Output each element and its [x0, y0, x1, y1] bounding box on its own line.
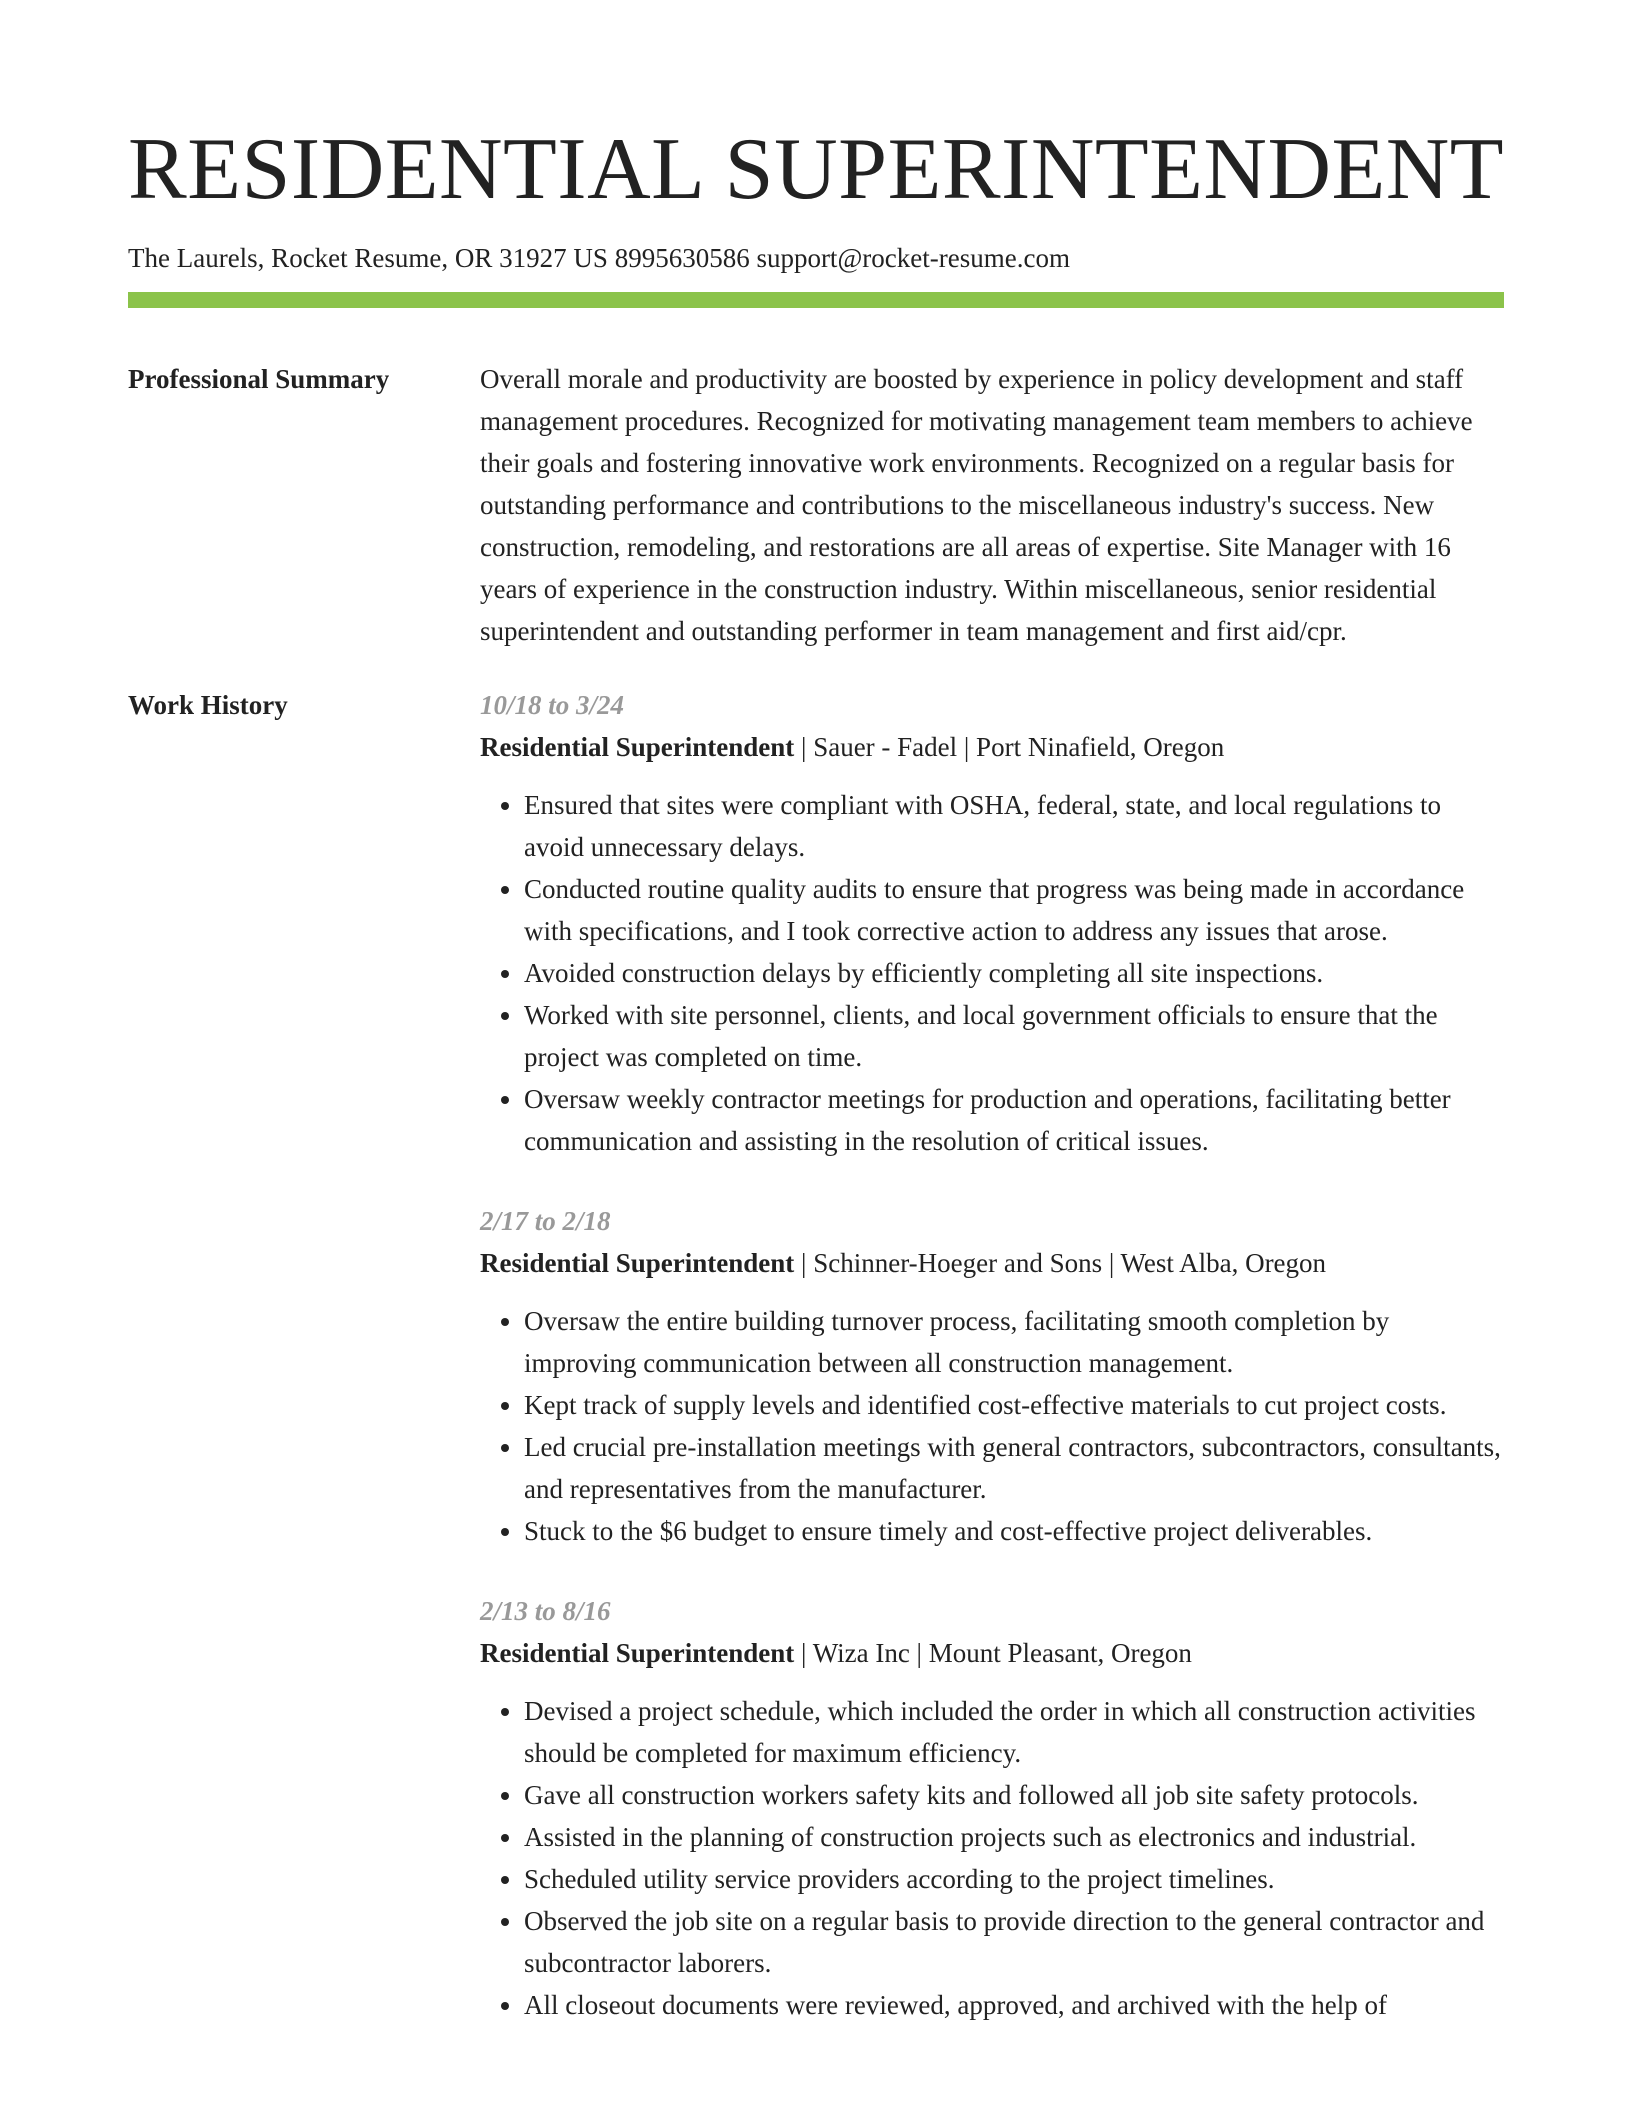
- list-item: • Oversaw weekly contractor meetings for production and operations, facilitating better communication and assisting in the resolution of critical issues.: [524, 1078, 1504, 1162]
- list-item: • Oversaw the entire building turnover process, facilitating smooth completion by improving communication between all construction management.: [524, 1300, 1504, 1384]
- job-dates: 2/13 to 8/16: [480, 1596, 611, 1626]
- contact-address: The Laurels, Rocket Resume, OR 31927 US: [128, 243, 615, 273]
- job-duties-list: [480, 1300, 1504, 1552]
- job-dates: 2/17 to 2/18: [480, 1206, 611, 1236]
- list-item: • Led crucial pre-installation meetings with general contractors, subcontractors, consultants, and representatives from the manufacturer.: [524, 1426, 1504, 1510]
- job-entry: [480, 684, 1504, 1162]
- resume-page: [128, 0, 1504, 2026]
- job-duties-list: [480, 784, 1504, 1162]
- job-details: | Wiza Inc | Mount Pleasant, Oregon: [794, 1638, 1192, 1668]
- job-entry: [480, 1590, 1504, 2026]
- list-item: • Devised a project schedule, which included the order in which all construction activities should be completed for maximum efficiency.: [524, 1690, 1504, 1774]
- list-item: • Worked with site personnel, clients, and local government officials to ensure that the project was completed on time.: [524, 994, 1504, 1078]
- contact-phone: 8995630586: [614, 243, 757, 273]
- list-item: • Conducted routine quality audits to ensure that progress was being made in accordance with specifications, and I took corrective action to address any issues that arose.: [524, 868, 1504, 952]
- list-item: • Observed the job site on a regular basis to provide direction to the general contractor and subcontractor laborers.: [524, 1900, 1504, 1984]
- summary-text: Overall morale and productivity are boosted by experience in policy development and staff management procedures. Recognized for motivating management team members to achieve their goals and fostering innovative work environments. Recognized on a regular basis for outstanding performance and contributions to the miscellaneous industry's success. New construction, remodeling, and restorations are all areas of expertise. Site Manager with 16 years of experience in the construction industry. Within miscellaneous, senior residential superintendent and outstanding performer in team management and first aid/cpr.: [480, 364, 1473, 646]
- candidate-name: RESIDENTIAL SUPERINTENDENT: [128, 121, 1505, 218]
- list-item: • Kept track of supply levels and identified cost-effective materials to cut project costs.: [524, 1384, 1504, 1426]
- list-item: • Stuck to the $6 budget to ensure timely and cost-effective project deliverables.: [524, 1510, 1504, 1552]
- contact-email: support@rocket-resume.com: [756, 243, 1070, 273]
- job-dates: 10/18 to 3/24: [480, 690, 625, 720]
- list-item: • Assisted in the planning of construction projects such as electronics and industrial.: [524, 1816, 1504, 1858]
- job-heading: [480, 1632, 1504, 1674]
- list-item: • Gave all construction workers safety kits and followed all job site safety protocols.: [524, 1774, 1504, 1816]
- list-item: • Avoided construction delays by efficiently completing all site inspections.: [524, 952, 1504, 994]
- section-label-summary: Professional Summary: [128, 364, 390, 394]
- job-heading: [480, 726, 1504, 768]
- job-title: Residential Superintendent: [480, 1248, 795, 1278]
- job-details: | Sauer - Fadel | Port Ninafield, Oregon: [794, 732, 1225, 762]
- list-item: • Ensured that sites were compliant with OSHA, federal, state, and local regulations to avoid unnecessary delays.: [524, 784, 1504, 868]
- header-divider: [128, 292, 1504, 308]
- work-history-section: [128, 684, 1504, 2026]
- list-item: • All closeout documents were reviewed, approved, and archived with the help of: [524, 1984, 1504, 2026]
- job-title: Residential Superintendent: [480, 1638, 795, 1668]
- work-history-body: [480, 684, 1504, 2026]
- section-label-work-history: Work History: [128, 690, 288, 720]
- job-details: | Schinner-Hoeger and Sons | West Alba, Oregon: [794, 1248, 1327, 1278]
- job-title: Residential Superintendent: [480, 732, 795, 762]
- contact-line: [128, 240, 1504, 276]
- summary-section: [128, 358, 1504, 652]
- list-item: • Scheduled utility service providers according to the project timelines.: [524, 1858, 1504, 1900]
- job-duties-list: [480, 1690, 1504, 2026]
- summary-body: [480, 358, 1504, 652]
- job-entry: [480, 1200, 1504, 1552]
- job-heading: [480, 1242, 1504, 1284]
